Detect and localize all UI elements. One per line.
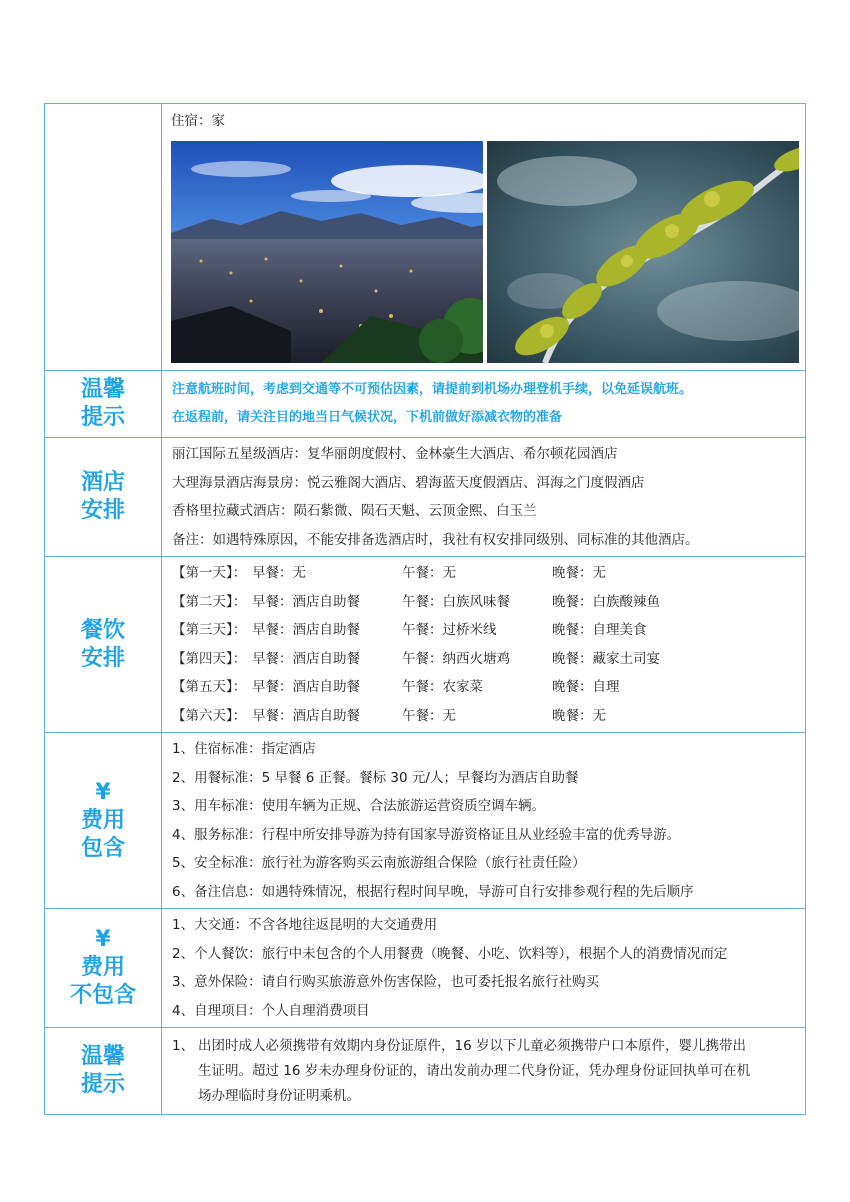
meal-dinner: 晚餐：藏家土司宴	[552, 650, 660, 667]
included-line: 2、用餐标准：5 早餐 6 正餐。餐标 30 元/人；早餐均为酒店自助餐	[172, 769, 579, 786]
warm-tip-title-a: 温馨	[80, 1044, 125, 1069]
included-row	[45, 733, 806, 909]
warm-tip-body-2	[162, 1028, 806, 1115]
meal-row	[172, 588, 797, 617]
note-text: 场办理临时身份证明乘机。	[198, 1087, 360, 1104]
meal-day: 【第三天】：	[172, 622, 247, 638]
warm-tip-body-1	[162, 371, 806, 438]
stay-content-cell	[162, 104, 806, 371]
hotel-line: 大理海景酒店海景房：悦云雅阁大酒店、碧海蓝天度假酒店、洱海之门度假酒店	[172, 474, 645, 491]
excluded-line: 3、意外保险：请自行购买旅游意外伤害保险，也可委托报名旅行社购买	[172, 974, 600, 990]
warm-tip-line: 注意航班时间，考虑到交通等不可预估因素，请提前到机场办理登机手续，以免延误航班。	[172, 381, 693, 397]
meals-body	[162, 557, 806, 733]
meals-row	[45, 557, 806, 733]
meal-dinner: 晚餐：无	[552, 707, 606, 724]
itinerary-table	[44, 103, 806, 1115]
warm-tip-row-2	[45, 1028, 806, 1115]
included-body	[162, 733, 806, 909]
warm-tip-title-a: 温馨	[80, 377, 125, 402]
hotels-title-a: 酒店	[80, 470, 125, 495]
meal-lunch: 午餐：过桥米线	[402, 622, 497, 638]
meals-title-a: 餐饮	[80, 617, 125, 643]
hotel-line: 丽江国际五星级酒店：复华丽朗度假村、金林豪生大酒店、希尔顿花园酒店	[172, 446, 618, 462]
included-line: 1、住宿标准：指定酒店	[172, 741, 316, 757]
meal-day: 【第二天】：	[172, 593, 247, 610]
warm-tip-title-b: 提示	[80, 1072, 125, 1097]
meal-breakfast: 早餐：酒店自助餐	[252, 707, 360, 724]
excluded-row	[45, 909, 806, 1028]
included-line: 4、服务标准：行程中所安排导游为持有国家导游资格证且从业经验丰富的优秀导游。	[172, 826, 681, 843]
meal-breakfast: 早餐：酒店自助餐	[252, 650, 360, 667]
note-text: 出团时成人必须携带有效期内身份证原件，16 岁以下儿童必须携带户口本原件，婴儿携带出	[198, 1037, 746, 1054]
meal-lunch: 午餐：无	[402, 707, 456, 724]
stay-side-cell	[45, 104, 162, 371]
meal-breakfast: 早餐：酒店自助餐	[252, 593, 360, 610]
note-text: 生证明。超过 16 岁未办理身份证的，请出发前办理二代身份证，凭办理身份证回执单可在机	[198, 1062, 751, 1079]
excluded-title-a: 费用	[80, 955, 125, 980]
lijiang-old-town-night-photo	[171, 141, 483, 363]
warm-tip-row-1	[45, 371, 806, 438]
meal-dinner: 晚餐：无	[552, 565, 606, 581]
meal-day: 【第五天】：	[172, 679, 247, 695]
warm-tip-note	[172, 1034, 797, 1059]
photo-row	[168, 137, 799, 369]
meal-dinner: 晚餐：自理美食	[552, 622, 647, 638]
included-title-a: 费用	[80, 807, 125, 833]
meal-row	[172, 673, 797, 702]
meals-title-b: 安排	[80, 645, 125, 671]
meal-row	[172, 616, 797, 645]
yuan-icon: ¥	[95, 779, 111, 805]
meal-dinner: 晚餐：白族酸辣鱼	[552, 593, 660, 610]
warm-tip-side-1	[45, 371, 162, 438]
warm-tip-title-b: 提示	[80, 405, 125, 430]
hotels-row	[45, 438, 806, 557]
note-number: 1、	[172, 1037, 195, 1054]
included-line: 5、安全标准：旅行社为游客购买云南旅游组合保险（旅行社责任险）	[172, 855, 586, 871]
excluded-line: 4、自理项目：个人自理消费项目	[172, 1002, 370, 1019]
excluded-body	[162, 909, 806, 1028]
warm-tip-side-2	[45, 1028, 162, 1115]
excluded-title-b: 不包含	[69, 983, 136, 1008]
meal-day: 【第四天】：	[172, 650, 247, 667]
meal-breakfast: 早餐：酒店自助餐	[252, 679, 360, 695]
itinerary-sheet	[44, 103, 806, 1115]
included-side	[45, 733, 162, 909]
meal-row	[172, 702, 797, 731]
meal-lunch: 午餐：无	[402, 565, 456, 581]
warm-tip-line: 在返程前，请关注目的地当日气候状况，下机前做好添减衣物的准备	[172, 410, 563, 425]
meal-row	[172, 559, 797, 588]
excluded-line: 1、大交通：不含各地往返昆明的大交通费用	[172, 917, 438, 933]
hotel-line: 香格里拉藏式酒店：陨石紫微、陨石天魁、云顶金熙、白玉兰	[172, 503, 537, 519]
meal-lunch: 午餐：农家菜	[402, 679, 483, 695]
yuan-icon: ¥	[95, 927, 111, 952]
excluded-line: 2、个人餐饮：旅行中未包含的个人用餐费（晚餐、小吃、饮料等），根据个人的消费情况而定	[172, 945, 728, 962]
hotel-line: 备注：如遇特殊原因，不能安排备选酒店时，我社有权安排同级别、同标准的其他酒店。	[172, 531, 699, 548]
meal-breakfast: 早餐：无	[252, 565, 306, 581]
hotels-title-b: 安排	[80, 498, 125, 523]
meal-lunch: 午餐：纳西火塘鸡	[402, 650, 510, 667]
hotels-side	[45, 438, 162, 557]
meal-lunch: 午餐：白族风味餐	[402, 593, 510, 610]
included-title-b: 包含	[80, 835, 125, 861]
included-line: 3、用车标准：使用车辆为正规、合法旅游运营资质空调车辆。	[172, 798, 546, 814]
stay-label: 住宿：家	[171, 113, 225, 129]
meal-breakfast: 早餐：酒店自助餐	[252, 622, 360, 638]
hotels-body	[162, 438, 806, 557]
meal-dinner: 晚餐：自理	[552, 679, 620, 695]
lake-tree-island-aerial-photo	[487, 141, 799, 363]
included-line: 6、备注信息：如遇特殊情况，根据行程时间早晚，导游可自行安排参观行程的先后顺序	[172, 883, 694, 900]
meal-row	[172, 645, 797, 674]
stay-row	[45, 104, 806, 371]
meals-side	[45, 557, 162, 733]
meal-day: 【第一天】：	[172, 565, 247, 581]
excluded-side	[45, 909, 162, 1028]
meal-day: 【第六天】：	[172, 707, 247, 724]
